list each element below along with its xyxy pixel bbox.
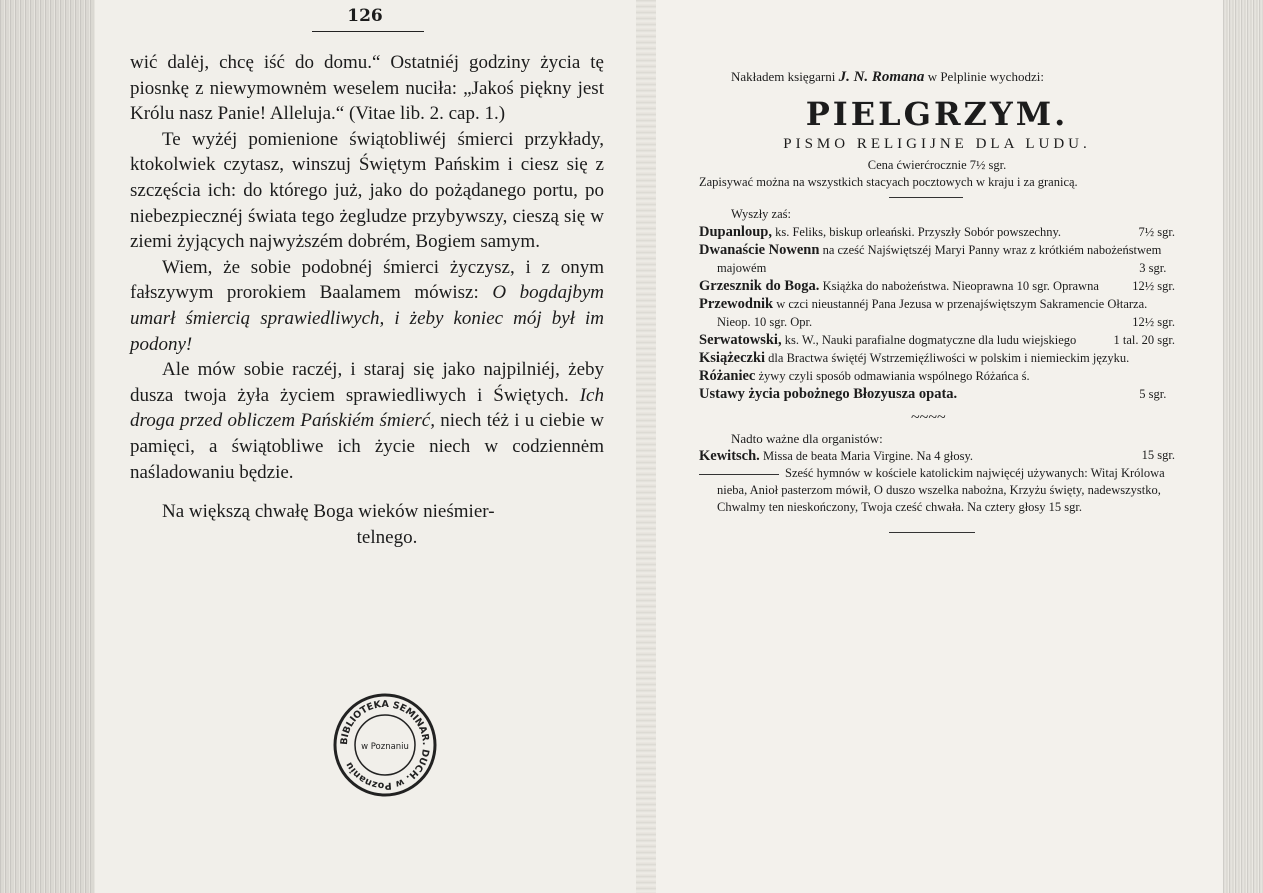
ditto-dash: [699, 474, 779, 475]
left-page-text: [130, 50, 604, 550]
publisher-name: J. N. Romana: [838, 69, 925, 85]
book-title: Dwanaście Nowenn: [699, 242, 820, 258]
stamp-center-text: w Poznaniu: [361, 742, 409, 752]
right-page-edge: [1223, 0, 1263, 893]
book-price: 5 sgr.: [1139, 387, 1167, 401]
book-title: Książeczki: [699, 350, 766, 366]
masthead-title: PIELGRZYM.: [805, 95, 1069, 133]
paragraph-4-text: Ale mów sobie raczéj, i staraj się jako najpilniéj, żeby dusza twoja żyła życiem sprawiedliwych i Świętych.: [130, 359, 604, 406]
section-rule: [889, 197, 963, 198]
masthead-subtitle: PISMO RELIGIJNE DLA LUDU.: [783, 136, 1091, 152]
book-gutter: [636, 0, 656, 893]
book-entry: [699, 349, 1175, 367]
book-title: Serwatowski,: [699, 332, 782, 348]
hymns-entry: [699, 465, 1175, 516]
kewitsch-desc: Missa de beata Maria Virgine. Na 4 głosy.: [759, 449, 974, 463]
subscription-info: Zapisywać można na wszystkich stacyach pocztowych w kraju i za granicą.: [699, 175, 1078, 189]
left-page-edge: [0, 0, 95, 893]
book-title: Grzesznik do Boga.: [699, 278, 820, 294]
book-title: Dupanloup,: [699, 224, 772, 240]
book-title: Ustawy życia pobożnego Błozyusza opata.: [699, 386, 958, 402]
book-entry: [699, 277, 1175, 295]
book-desc: w czci nieustannéj Pana Jezusa w przenajświętszym Sakramencie Ołtarza. Nieop. 10 sgr. Opr.: [717, 297, 1148, 329]
paragraph-4-quote: Ich droga przed obliczem Pańskiém śmierć,: [130, 384, 604, 432]
closing-line: Na większą chwałę Boga wieków nieśmier-: [162, 501, 495, 523]
book-entry: [699, 331, 1175, 349]
library-stamp: [332, 692, 438, 798]
book-title: Różaniec: [699, 368, 756, 384]
book-desc: ks. W., Nauki parafialne dogmatyczne dla ludu wiejskiego: [781, 333, 1077, 347]
book-entry: [699, 367, 1175, 385]
page-number: 126: [347, 6, 383, 26]
tilde-ornament: ~~~~: [911, 409, 946, 426]
book-entry: [699, 241, 1175, 277]
book-desc: dla Bractwa świętéj Wstrzemięźliwości w polskim i niemieckim języku.: [765, 351, 1130, 365]
book-price: 12½ sgr.: [1132, 279, 1175, 293]
publisher-intro: Nakładem księgarni J. N. Romana w Pelplinie wychodzi:: [731, 69, 1044, 85]
paragraph-4-text-end: niech téż i u ciebie w pamięci, a świątobliwe ich życie niech w codziennėm naśladowaniu będzie.: [130, 410, 604, 483]
paragraph-4: [130, 357, 604, 485]
book-entry: [699, 385, 1175, 403]
hymns-text: Sześć hymnów w kościele katolickim najwięcéj używanych: Witaj Królowa nieba, Anioł pasterzom mówił, O duszo wszelka nabożna, Krzyżu święty, nadewszystko, Chwalmy ten nieskończony, Twoja cześć chwała. Na cztery głosy 15 sgr.: [717, 466, 1165, 514]
book-price: 1 tal. 20 sgr.: [1113, 333, 1175, 347]
released-label: Wyszły zaś:: [731, 207, 791, 221]
organists-label: Nadto ważne dla organistów:: [731, 431, 883, 446]
end-rule: [889, 532, 975, 533]
kewitsch-title: Kewitsch.: [699, 448, 760, 464]
right-page-text: [699, 68, 1175, 533]
kewitsch-entry: [699, 447, 1175, 465]
subscription-price: Cena ćwierćrocznie 7½ sgr.: [867, 158, 1007, 172]
book-title: Przewodnik: [699, 296, 774, 312]
book-desc: na cześć Najświętszéj Maryi Panny wraz z krótkiém nabożeństwem majowém: [717, 243, 1162, 275]
kewitsch-price: 15 sgr.: [1141, 448, 1175, 462]
book-desc: ks. Feliks, biskup orleański. Przyszły Sobór powszechny.: [771, 225, 1062, 239]
paragraph-2: Te wyżéj pomienione świątobliwéj śmierci przykłady, ktokolwiek czytasz, winszuj Świętym Pańskim i ciesz się z szczęścia ich: do którego już, jako do pożądanego portu, po niebezpiecznéj świata tego żegludze przybywszy, cieszą się w ziemi żyjących najwyższém dobrém, Bogiem samym.: [130, 128, 604, 253]
paragraph-3: [130, 255, 604, 357]
book-entry: [699, 223, 1175, 241]
stamp-ring-text: BIBLIOTEKA SEMINAR. DUCH. w Poznaniu: [338, 698, 432, 792]
page-number-rule: [312, 31, 424, 32]
paragraph-1: wić dalėj, chcę iść do domu.“ Ostatniéj godziny życia tę piosnkę z niewymownėm weselem nuciła: „Jakoś piękny jest Królu nasz Panie! Alleluja.“ (Vitae lib. 2. cap. 1.): [130, 52, 604, 125]
book-entry: [699, 295, 1175, 331]
book-price: 12½ sgr.: [1132, 315, 1175, 329]
paragraph-3-text: Wiem, że sobie podobnéj śmierci życzysz, i z onym fałszywym prorokiem Baalamem mówisz:: [130, 256, 604, 304]
book-price: 3 sgr.: [1139, 261, 1167, 275]
book-price: 7½ sgr.: [1138, 225, 1175, 239]
paragraph-3-quote: O bogdajbym umarł śmiercią sprawiedliwych, i żeby koniec mój był im podony!: [130, 282, 605, 355]
book-desc: żywy czyli sposób odmawiania wspólnego Różańca ś.: [755, 369, 1030, 383]
closing-line-end: telnego.: [356, 526, 418, 548]
book-desc: Książka do nabożeństwa. Nieoprawna 10 sgr. Oprawna: [819, 279, 1099, 293]
